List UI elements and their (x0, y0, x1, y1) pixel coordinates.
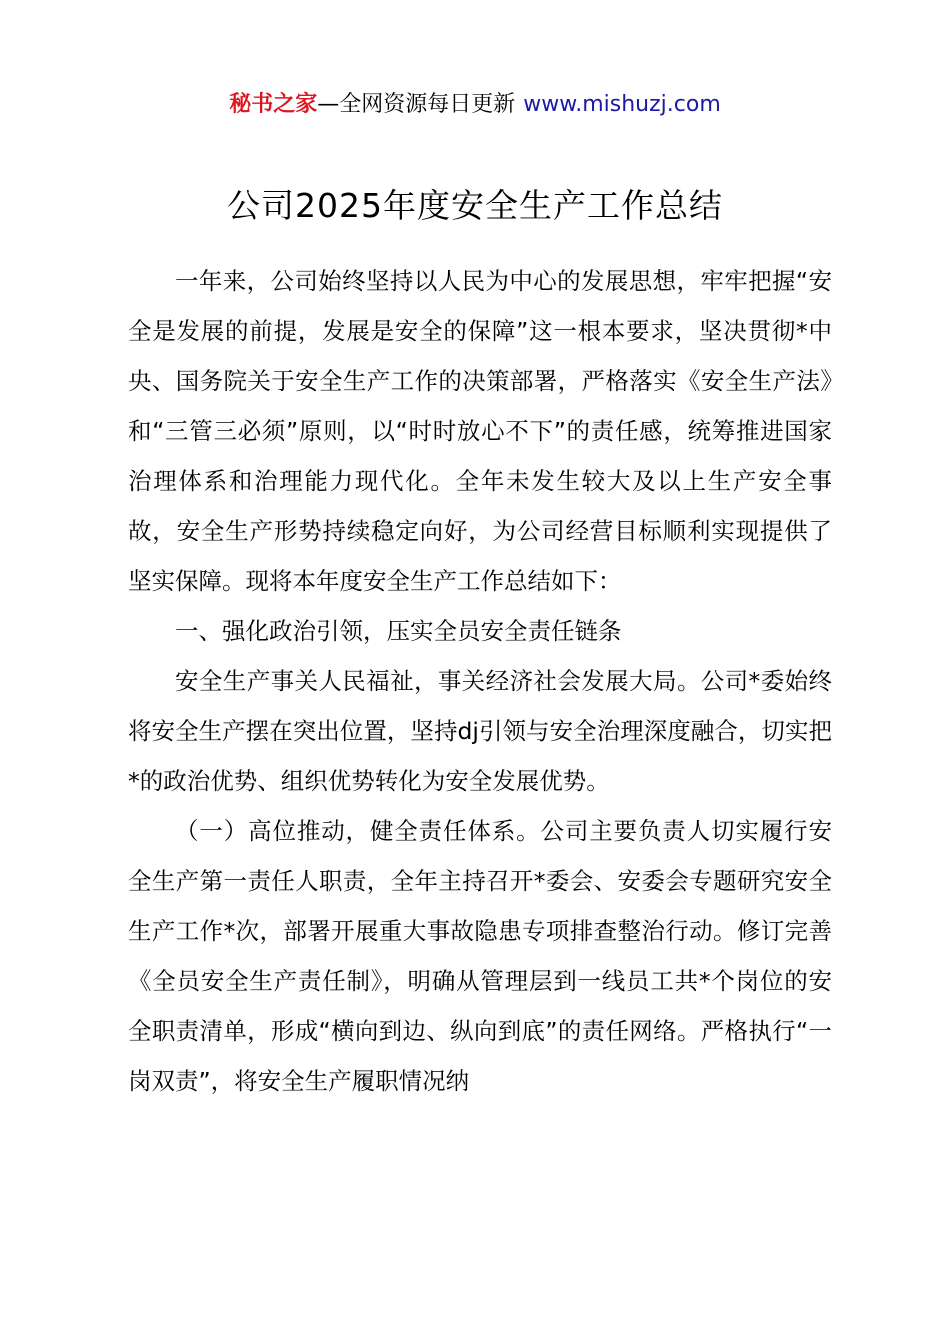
section-heading: 一、强化政治引领，压实全员安全责任链条 (175, 617, 622, 645)
brand-name: 秘书之家 (229, 92, 318, 117)
site-header (0, 88, 950, 122)
subsection-paragraph: （一）高位推动，健全责任体系。公司主要负责人切实履行安全生产第一责任人职责，全年主持召开*委会、安委会专题研究安全生产工作*次，部署开展重大事故隐患专项排查整治行动。修订完善《全员安全生产责任制》，明确从管理层到一线员工共*个岗位的安全职责清单，形成“横向到边、纵向到底”的责任网络。严格执行“一岗双责”，将安全生产履职情况纳 (128, 817, 832, 1095)
header-tagline: —全网资源每日更新 (317, 92, 516, 117)
document-body (128, 256, 832, 1106)
section-paragraph: 安全生产事关人民福祉，事关经济社会发展大局。公司*委始终将安全生产摆在突出位置，坚持dj引领与安全治理深度融合，切实把*的政治优势、组织优势转化为安全发展优势。 (128, 667, 832, 795)
document-title: 公司2025年度安全生产工作总结 (227, 186, 723, 225)
intro-paragraph: 一年来，公司始终坚持以人民为中心的发展思想，牢牢把握“安全是发展的前提，发展是安全的保障”这一根本要求，坚决贯彻*中央、国务院关于安全生产工作的决策部署，严格落实《安全生产法》和“三管三必须”原则，以“时时放心不下”的责任感，统筹推进国家治理体系和治理能力现代化。全年未发生较大及以上生产安全事故，安全生产形势持续稳定向好，为公司经营目标顺利实现提供了坚实保障。现将本年度安全生产工作总结如下： (128, 267, 832, 595)
site-link[interactable]: www.mishuzj.com (523, 92, 721, 117)
